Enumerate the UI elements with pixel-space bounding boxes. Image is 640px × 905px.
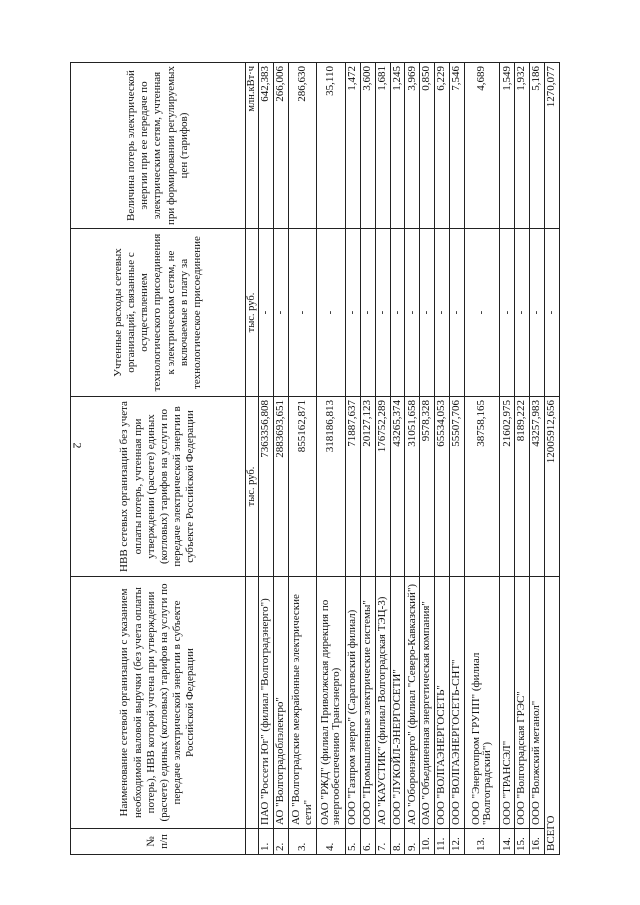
page-number: 2 bbox=[70, 442, 85, 449]
row-org-name: АО "КАУСТИК" (филиал Волгоградская ТЭЦ-3) bbox=[375, 577, 390, 829]
row-losses: 1,681 bbox=[375, 63, 390, 229]
row-costs: - bbox=[375, 229, 390, 397]
table-row bbox=[435, 63, 450, 855]
table-row bbox=[450, 63, 465, 855]
row-costs: - bbox=[450, 229, 465, 397]
table-row bbox=[375, 63, 390, 855]
row-losses: 6,229 bbox=[435, 63, 450, 229]
row-org-name: ООО "Волжский метанол" bbox=[530, 577, 545, 829]
row-costs: - bbox=[259, 229, 274, 397]
total-row bbox=[545, 63, 560, 855]
row-costs: - bbox=[317, 229, 346, 397]
rotated-page bbox=[70, 63, 560, 855]
row-org-name: АО "Оборонэнерго" (филиал "Северо-Кавказский") bbox=[405, 577, 420, 829]
row-number: 10. bbox=[420, 829, 435, 855]
row-costs: - bbox=[405, 229, 420, 397]
table-row bbox=[420, 63, 435, 855]
row-losses: 266,006 bbox=[273, 63, 288, 229]
table-row bbox=[530, 63, 545, 855]
row-number: 16. bbox=[530, 829, 545, 855]
row-losses: 642,383 bbox=[259, 63, 274, 229]
header-name: Наименование сетевой организации с указанием необходимой валовой выручки (без учета оплаты потерь), НВВ которой учтена при утверждении (расчете) единых (котловых) тарифов на услуги по передаче электрической энергии в субъекте Российской Федерации bbox=[71, 577, 246, 829]
table-body bbox=[259, 63, 560, 855]
row-number: 15. bbox=[515, 829, 530, 855]
row-number: 1. bbox=[259, 829, 274, 855]
row-number: 8. bbox=[390, 829, 405, 855]
table-row bbox=[360, 63, 375, 855]
row-org-name: ОАО "Объединенная энергетическая компания" bbox=[420, 577, 435, 829]
row-org-name: ООО "ВОЛГАЭНЕРГОСЕТЬ-СНТ" bbox=[450, 577, 465, 829]
units-row bbox=[246, 63, 259, 855]
unit-losses: млн.кВт·ч bbox=[246, 63, 259, 229]
total-nvv: 12005912,656 bbox=[545, 397, 560, 577]
row-nvv: 855162,871 bbox=[288, 397, 317, 577]
row-losses: 1,932 bbox=[515, 63, 530, 229]
row-number: 5. bbox=[345, 829, 360, 855]
row-org-name: ООО "Газпром энерго" (Саратовский филиал) bbox=[345, 577, 360, 829]
row-costs: - bbox=[464, 229, 500, 397]
table-row bbox=[515, 63, 530, 855]
unit-empty bbox=[246, 829, 259, 855]
header-row bbox=[71, 63, 246, 855]
row-losses: 1,549 bbox=[500, 63, 515, 229]
row-costs: - bbox=[360, 229, 375, 397]
header-num: № п/п bbox=[71, 829, 246, 855]
row-nvv: 55507,706 bbox=[450, 397, 465, 577]
table-row bbox=[405, 63, 420, 855]
tariff-table bbox=[70, 62, 560, 855]
row-losses: 5,186 bbox=[530, 63, 545, 229]
row-nvv: 20127,123 bbox=[360, 397, 375, 577]
row-losses: 7,546 bbox=[450, 63, 465, 229]
row-org-name: ООО "Промышленные электрические системы" bbox=[360, 577, 375, 829]
row-losses: 286,630 bbox=[288, 63, 317, 229]
row-nvv: 43265,374 bbox=[390, 397, 405, 577]
row-org-name: ООО "ТРАНСЭЛ" bbox=[500, 577, 515, 829]
row-costs: - bbox=[345, 229, 360, 397]
row-losses: 35,110 bbox=[317, 63, 346, 229]
row-number: 9. bbox=[405, 829, 420, 855]
row-losses: 3,969 bbox=[405, 63, 420, 229]
table-row bbox=[288, 63, 317, 855]
row-costs: - bbox=[515, 229, 530, 397]
row-org-name: ООО "ВОЛГАЭНЕРГОСЕТЬ" bbox=[435, 577, 450, 829]
row-number: 6. bbox=[360, 829, 375, 855]
table-row bbox=[390, 63, 405, 855]
row-org-name: ООО "Волгоградская ГРЭС" bbox=[515, 577, 530, 829]
row-org-name: АО "Волгоградские межрайонные электрические сети" bbox=[288, 577, 317, 829]
row-nvv: 65534,053 bbox=[435, 397, 450, 577]
row-costs: - bbox=[530, 229, 545, 397]
row-nvv: 31051,658 bbox=[405, 397, 420, 577]
header-nvv: НВВ сетевых организаций без учета оплаты потерь, учтенная при утверждении (расчете) единых (котловых) тарифов на услуги по передаче электрической энергии в субъекте Российской Федерации bbox=[71, 397, 246, 577]
unit-nvv: тыс. руб. bbox=[246, 397, 259, 577]
row-number: 12. bbox=[450, 829, 465, 855]
row-nvv: 7363356,808 bbox=[259, 397, 274, 577]
row-number: 2. bbox=[273, 829, 288, 855]
row-costs: - bbox=[420, 229, 435, 397]
row-nvv: 38758,165 bbox=[464, 397, 500, 577]
table-row bbox=[317, 63, 346, 855]
row-costs: - bbox=[390, 229, 405, 397]
header-losses: Величина потерь электрической энергии при ее передаче по электрическим сетям, учтенная при формировании регулируемых цен (тарифов) bbox=[71, 63, 246, 229]
row-losses: 0,850 bbox=[420, 63, 435, 229]
total-label: ВСЕГО bbox=[545, 577, 560, 855]
unit-empty bbox=[246, 577, 259, 829]
table-row bbox=[259, 63, 274, 855]
row-org-name: ОАО "РЖД" (филиал Приволжская дирекция по энергообеспечению Трансэнерго) bbox=[317, 577, 346, 829]
row-number: 11. bbox=[435, 829, 450, 855]
total-losses: 1270,077 bbox=[545, 63, 560, 229]
row-costs: - bbox=[435, 229, 450, 397]
row-nvv: 71887,637 bbox=[345, 397, 360, 577]
row-org-name: ООО "ЛУКОЙЛ-ЭНЕРГОСЕТИ" bbox=[390, 577, 405, 829]
row-nvv: 43257,983 bbox=[530, 397, 545, 577]
row-org-name: ПАО "Россети Юг" (филиал "Волгоградэнерго") bbox=[259, 577, 274, 829]
row-costs: - bbox=[500, 229, 515, 397]
row-org-name: АО "Волгоградоблэлектро" bbox=[273, 577, 288, 829]
row-nvv: 176752,289 bbox=[375, 397, 390, 577]
row-number: 7. bbox=[375, 829, 390, 855]
header-costs: Учтенные расходы сетевых организаций, связанные с осуществлением технологического присоединения к электрическим сетям, не включаемые в плату за технологическое присоединение bbox=[71, 229, 246, 397]
row-nvv: 8189,222 bbox=[515, 397, 530, 577]
row-number: 3. bbox=[288, 829, 317, 855]
table-row bbox=[500, 63, 515, 855]
table-row bbox=[345, 63, 360, 855]
table-row bbox=[273, 63, 288, 855]
row-losses: 1,472 bbox=[345, 63, 360, 229]
row-org-name: ООО "Энергопром ГРУПП" (филиал "Волгоградский") bbox=[464, 577, 500, 829]
row-losses: 3,600 bbox=[360, 63, 375, 229]
row-costs: - bbox=[288, 229, 317, 397]
row-nvv: 2883693,651 bbox=[273, 397, 288, 577]
row-number: 4. bbox=[317, 829, 346, 855]
row-number: 14. bbox=[500, 829, 515, 855]
row-nvv: 21602,975 bbox=[500, 397, 515, 577]
row-nvv: 318186,813 bbox=[317, 397, 346, 577]
row-losses: 1,245 bbox=[390, 63, 405, 229]
row-costs: - bbox=[273, 229, 288, 397]
row-number: 13. bbox=[464, 829, 500, 855]
row-nvv: 9578,328 bbox=[420, 397, 435, 577]
table-row bbox=[464, 63, 500, 855]
row-losses: 4,689 bbox=[464, 63, 500, 229]
total-costs: - bbox=[545, 229, 560, 397]
unit-costs: тыс. руб. bbox=[246, 229, 259, 397]
